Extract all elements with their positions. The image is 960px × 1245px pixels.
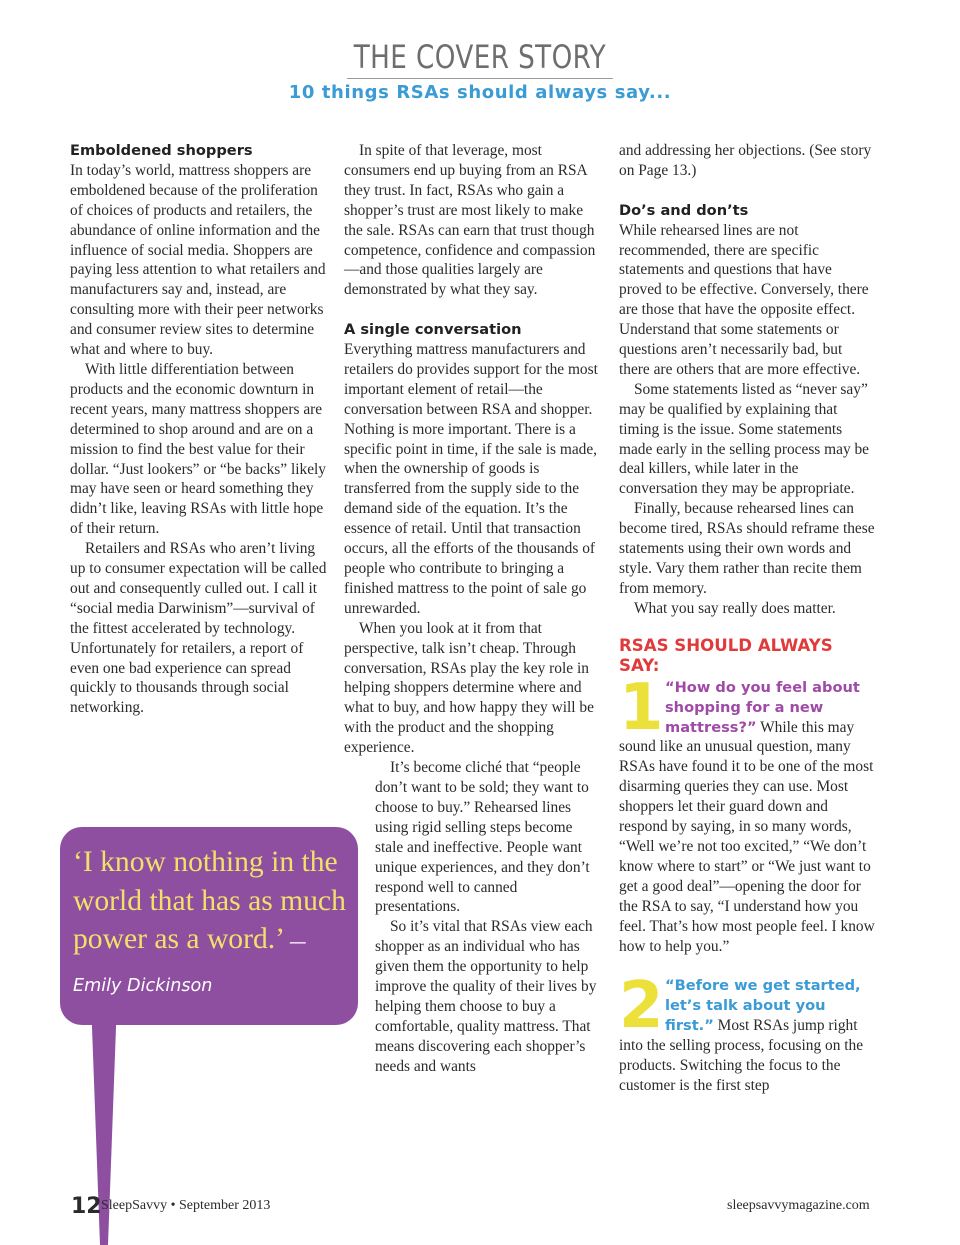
pullquote-text: ‘I know nothing in the world that has as much power as a word.’ [73,846,346,956]
column-1 [70,141,327,718]
page-number: 12 [71,1194,102,1219]
tip-item [619,969,876,1095]
paragraph: With little differentiation between products and the economic downturn in recent years, many mattress shoppers are determined to shop around and are on a mission to find the best value for their dollar. “Just lookers” or “be backs” likely may have seen or heard something they didn’t like, leaving RSAs with little hope of their return. [70,360,327,538]
paragraph: So it’s vital that RSAs view each shopper as an individual who has given them the opportunity to help improve the quality of their lives by helping them choose to buy a comfortable, quality mattress. That means discovering each shopper’s needs and wants [375,918,597,1075]
section-kicker: THE COVER STORY [347,40,612,79]
paragraph: In spite of that leverage, most consumers end up buying from an RSA they trust. In fact, RSAs who gain a shopper’s trust are most likely to make the sale. RSAs can earn that trust though competence, confidence and compassion—and those qualities largely are demonstrated by what they say. [344,142,596,299]
tip-quote: “Before we get started, let’s talk about you first.” [665,977,861,1035]
footer-website: sleepsavvymagazine.com [727,1198,870,1213]
paragraph: When you look at it from that perspective, talk isn’t cheap. Through conversation, RSAs play the key role in helping shoppers determine where and what to buy, and how happy they will be with the product and the shopping experience. [344,619,594,757]
tip-quote: “How do you feel about shopping for a new mattress?” [665,678,860,736]
tip-item [619,670,876,957]
paragraph: What you say really does matter. [634,599,836,617]
tip-text: Most RSAs jump right into the selling process, focusing on the products. Switching the focus to the customer is the first step [619,1017,864,1094]
paragraph: Some statements listed as “never say” may be qualified by explaining that timing is the issue. Some statements made early in the selling process may be deal killers, while later in the conversation they may be appropriate. [619,380,870,498]
paragraph: In today’s world, mattress shoppers are emboldened because of the proliferation of choices of products and retailers, the abundance of online information and the influence of social media. Shoppers are paying less attention to what retailers and manufacturers say and, instead, are consulting more with their peer networks and consumer review sites to determine what and where to buy. [70,161,326,359]
pullquote [73,843,353,1005]
list-heading: RSAS SHOULD ALWAYS SAY: [619,635,833,675]
heading-emboldened-shoppers: Emboldened shoppers [70,142,253,159]
article-subtitle: 10 things RSAs should always say... [288,81,672,103]
paragraph: Finally, because rehearsed lines can become tired, RSAs should reframe these statements using their own words and style. Vary them rather than recite them from memory. [619,500,875,597]
page-header [0,40,960,103]
heading-dos-and-donts: Do’s and don’ts [619,201,749,219]
column-3 [619,141,876,1096]
paragraph: It’s become cliché that “people don’t want to be sold; they want to choose to buy.” Rehearsed lines using rigid selling steps become stale and ineffective. People want unique experiences, and they don’t respond well to canned presentations. [375,759,590,916]
heading-single-conversation: A single conversation [344,321,522,339]
paragraph: and addressing her objections. (See story on Page 13.) [619,142,872,179]
tip-number: 2 [619,969,664,1044]
column-2 [344,141,601,1077]
paragraph: While rehearsed lines are not recommended, there are specific statements and questions that have proved to be effective. Conversely, there are those that have the opposite effect. Understand that some statements or questions aren’t necessarily bad, but there are others that are more effective. [619,221,869,378]
wrapped-text-block [375,758,601,1077]
paragraph: Everything mattress manufacturers and retailers do provides support for the most important element of retail—the conversation between RSA and shopper. Nothing is more important. There is a specific point in time, if the sale is made, when the ownership of goods is transferred from the supply side to the demand side of the equation. It’s the essence of retail. Until that transaction occurs, all the efforts of the thousands of people who contribute to bringing a finished mattress to the point of sale go unrewarded. [344,341,598,617]
tip-text: While this may sound like an unusual question, many RSAs have found it to be one of the most disarming queries they can use. Most shoppers let their guard down and respond by saying, in so many words, “Well we’re not too excited,” “We don’t know where to start” or “We just want to get a good deal”—opening the door for the RSA to say, “I understand how you feel. That’s how most people feel. I know how to help you.” [619,718,875,955]
pullquote-attribution: —Emily Dickinson [73,933,307,996]
footer-publication: SleepSavvy • September 2013 [101,1198,271,1213]
paragraph: Retailers and RSAs who aren’t living up to consumer expectation will be called out and consequently culled out. I call it “social media Darwinism”—survival of the fittest accelerated by technology. Unfortunately for retailers, a report of even one bad experience can spread quickly to thousands through social networking. [70,540,327,717]
tip-number: 1 [619,670,664,745]
